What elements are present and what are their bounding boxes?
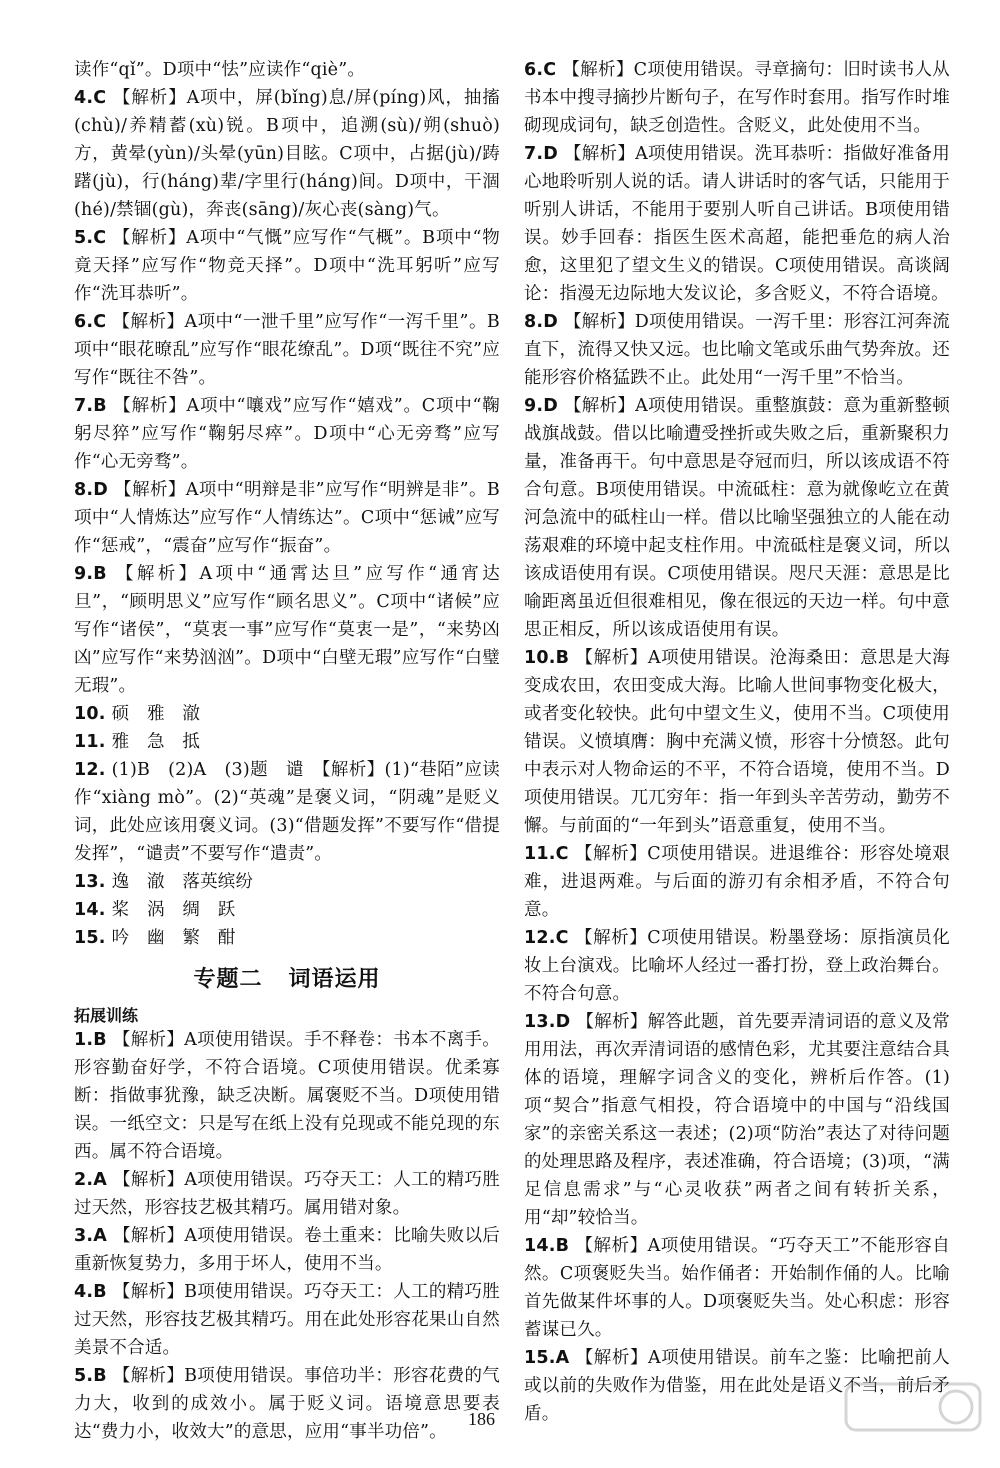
answer-number: 6.C: [74, 312, 107, 332]
answer-item: [524, 1232, 950, 1344]
answer-text: 【解析】A项使用错误。重整旗鼓：意为重新整顿战旗战鼓。借以比喻遭受挫折或失败之后，重新聚积力量，准备再干。句中意思是夺冠而归，所以该成语不符合句意。B项使用错误。中流砥柱：意为就像屹立在黄河急流中的砥柱山一样。借以比喻坚强独立的人能在动荡艰难的环境中起支柱作用。中流砥柱是褒义词，所以该成语使用有误。C项使用错误。咫尺天涯：意思是比喻距离虽近但很难相见，像在很远的天边一样。句中意思正相反，所以该成语使用有误。: [524, 396, 950, 640]
answer-item: [74, 1278, 500, 1362]
answer-number: 15.A: [524, 1348, 570, 1368]
answer-item: [524, 392, 950, 644]
answer-number: 8.D: [74, 480, 108, 500]
answer-number: 5.C: [74, 228, 107, 248]
answer-number: 7.B: [74, 396, 107, 416]
answer-item: [74, 56, 500, 84]
answer-text: 雅 急 抵: [111, 732, 201, 752]
answer-list-part-1: [74, 56, 500, 952]
answer-number: 9.B: [74, 564, 107, 584]
answer-text: 【解析】A项使用错误。前车之鉴：比喻把前人或以前的失败作为借鉴，用在此处是语义不当，前后矛盾。: [524, 1348, 950, 1424]
answer-item: [524, 308, 950, 392]
answer-number: 12.: [74, 760, 106, 780]
answer-text: 吟 幽 繁 酣: [111, 928, 236, 948]
answer-text: 【解析】A项中“气慨”应写作“气概”。B项中“物竟天择”应写作“物竞天择”。D项中“洗耳躬听”应写作“洗耳恭听”。: [74, 228, 500, 304]
answer-text: 【解析】B项使用错误。巧夺天工：人工的精巧胜过天然，形容技艺极其精巧。用在此处形容花果山自然美景不合适。: [74, 1282, 500, 1358]
answer-number: 10.B: [524, 648, 570, 668]
answer-item: [74, 728, 500, 756]
answer-item: [74, 924, 500, 952]
answer-text: 【解析】A项中“通霄达旦”应写作“通宵达旦”，“顾明思义”应写作“顾名思义”。C项中“诸候”应写作“诸侯”，“莫衷一事”应写作“莫衷一是”，“来势凶凶”应写作“来势汹汹”。D项中“白壁无瑕”应写作“白璧无瑕”。: [74, 564, 500, 696]
answer-item: [74, 476, 500, 560]
section-title: 词语运用: [288, 967, 381, 992]
answer-text: 【解析】A项中“明辩是非”应写作“明辨是非”。B项中“人情炼达”应写作“人情练达”。C项中“惩诫”应写作“惩戒”，“震奋”应写作“振奋”。: [74, 480, 500, 556]
answer-item: [74, 392, 500, 476]
answer-item: [74, 1026, 500, 1166]
answer-item: [74, 308, 500, 392]
answer-text: 【解析】A项中“一泄千里”应写作“一泻千里”。B项中“眼花暸乱”应写作“眼花缭乱”。D项“既往不究”应写作“既往不咎”。: [74, 312, 500, 388]
answer-circle-logo: [838, 1380, 988, 1460]
answer-item: [524, 924, 950, 1008]
answer-item: [524, 1008, 950, 1232]
answer-text: 硕 雅 澈: [111, 704, 201, 724]
answer-item: [524, 140, 950, 308]
answer-text: 【解析】A项使用错误。手不释卷：书本不离手。形容勤奋好学，不符合语境。C项使用错误。优柔寡断：指做事犹豫，缺乏决断。属褒贬不当。D项使用错误。一纸空文：只是写在纸上没有兑现或不能兑现的东西。属不符合语境。: [74, 1030, 500, 1162]
answer-item: [74, 84, 500, 224]
answer-number: 12.C: [524, 928, 569, 948]
section-heading: [74, 962, 500, 993]
answer-item: [524, 644, 950, 840]
answer-number: 9.D: [524, 396, 558, 416]
answer-item: [74, 868, 500, 896]
answer-number: 13.D: [524, 1012, 571, 1032]
answer-text: 桨 涡 绸 跃: [111, 900, 236, 920]
answer-text: 【解析】A项使用错误。卷土重来：比喻失败以后重新恢复势力，多用于坏人，使用不当。: [74, 1226, 500, 1274]
answer-number: 6.C: [524, 60, 557, 80]
answer-item: [74, 560, 500, 700]
answer-text: 【解析】A项中“嚷戏”应写作“嬉戏”。C项中“鞠躬尽猝”应写作“鞠躬尽瘁”。D项中“心无旁骛”应写作“心无旁骛”。: [74, 396, 500, 472]
answer-text: 读作“qǐ”。D项中“怯”应读作“qiè”。: [74, 60, 366, 80]
page-number: 186: [468, 1409, 495, 1429]
answer-text: 【解析】解答此题，首先要弄清词语的意义及常用用法，再次弄清词语的感情色彩，尤其要注意结合具体的语境，理解字词含义的变化，辨析后作答。(1)项“契合”指意气相投，符合语境中的中国与“沿线国家”的亲密关系这一表述；(2)项“防治”表达了对待问题的处理思路及程序，表述准确，符合语境；(3)项，“满足信息需求”与“心灵收获”两者之间有转折关系，用“却”较恰当。: [524, 1012, 950, 1228]
answer-text: (1)B (2)A (3)题 谴 【解析】(1)“巷陌”应读作“xiàng mò”。(2)“英魂”是褒义词，“阴魂”是贬义词，此处应该用褒义词。(3)“借题发挥”不要写作“借提发挥”，“谴责”不要写作“遣责”。: [74, 760, 500, 864]
answer-number: 4.B: [74, 1282, 107, 1302]
answer-number: 5.B: [74, 1366, 107, 1386]
answer-number: 2.A: [74, 1170, 107, 1190]
answer-item: [74, 700, 500, 728]
answer-list-part-2: [74, 1026, 500, 1446]
answer-item: [74, 1362, 500, 1446]
answer-number: 3.A: [74, 1226, 107, 1246]
answer-item: [74, 756, 500, 868]
answer-list-part-3: [524, 56, 950, 1428]
answer-number: 1.B: [74, 1030, 107, 1050]
answer-item: [74, 1222, 500, 1278]
answer-number: 7.D: [524, 144, 558, 164]
answer-text: 逸 澈 落英缤纷: [111, 872, 254, 892]
answer-number: 14.: [74, 900, 106, 920]
answer-text: 【解析】A项中，屏(bǐng)息/屏(píng)风，抽搐(chù)/养精蓄(xù)锐。B项中，追溯(sù)/朔(shuò)方，黄晕(yùn)/头晕(yūn)目眩。C项中，占据(jù)/踌躇(jù)，行(háng)辈/字里行(háng)间。D项中，干涸(hé)/禁锢(gù)，奔丧(sāng)/灰心丧(sàng)气。: [74, 88, 500, 220]
answer-item: [74, 896, 500, 924]
answer-text: 【解析】A项使用错误。巧夺天工：人工的精巧胜过天然，形容技艺极其精巧。属用错对象。: [74, 1170, 500, 1218]
answer-number: 8.D: [524, 312, 558, 332]
answer-number: 4.C: [74, 88, 107, 108]
answer-number: 11.: [74, 732, 106, 752]
answer-item: [74, 224, 500, 308]
answer-item: [524, 840, 950, 924]
answer-text: 【解析】A项使用错误。洗耳恭听：指做好准备用心地聆听别人说的话。请人讲话时的客气话，只能用于听别人讲话，不能用于要别人听自己讲话。B项使用错误。妙手回春：指医生医术高超，能把垂危的病人治愈，这里犯了望文生义的错误。C项使用错误。高谈阔论：指漫无边际地大发议论，多含贬义，不符合语境。: [524, 144, 950, 304]
answer-number: 15.: [74, 928, 106, 948]
answer-text: 【解析】C项使用错误。粉墨登场：原指演员化妆上台演戏。比喻坏人经过一番打扮，登上政治舞台。不符合句意。: [524, 928, 950, 1004]
answer-text: 【解析】C项使用错误。进退维谷：形容处境艰难，进退两难。与后面的游刃有余相矛盾，不符合句意。: [524, 844, 950, 920]
answer-item: [524, 56, 950, 140]
answer-text: 【解析】D项使用错误。一泻千里：形容江河奔流直下，流得又快又远。也比喻文笔或乐曲气势奔放。还能形容价格猛跌不止。此处用“一泻千里”不恰当。: [524, 312, 950, 388]
answer-number: 10.: [74, 704, 106, 724]
answer-text: 【解析】A项使用错误。沧海桑田：意思是大海变成农田，农田变成大海。比喻人世间事物变化极大，或者变化较快。此句中望文生义，使用不当。C项使用错误。义愤填膺：胸中充满义愤，形容十分愤怒。此句中表示对人物命运的不平，不符合语境，使用不当。D项使用错误。兀兀穷年：指一年到头辛苦劳动，勤劳不懈。与前面的“一年到头”语意重复，使用不当。: [524, 648, 950, 836]
subsection-heading: 拓展训练: [74, 1006, 139, 1025]
answer-text: 【解析】B项使用错误。事倍功半：形容花费的气力大，收到的成效小。属于贬义词。语境意思要表达“费力小，收效大”的意思，应用“事半功倍”。: [74, 1366, 500, 1442]
answer-number: 14.B: [524, 1236, 570, 1256]
answer-number: 11.C: [524, 844, 569, 864]
section-number: 专题二: [193, 967, 263, 992]
answer-number: 13.: [74, 872, 106, 892]
right-column: [524, 56, 950, 1428]
answer-text: 【解析】A项使用错误。“巧夺天工”不能形容自然。C项褒贬失当。始作俑者：开始制作俑的人。比喻首先做某件坏事的人。D项褒贬失当。处心积虑：形容蓄谋已久。: [524, 1236, 950, 1340]
left-column: [74, 56, 500, 1446]
answer-item: [74, 1166, 500, 1222]
answer-text: 【解析】C项使用错误。寻章摘句：旧时读书人从书本中搜寻摘抄片断句子，在写作时套用。指写作时堆砌现成词句，缺乏创造性。含贬义，此处使用不当。: [524, 60, 950, 136]
